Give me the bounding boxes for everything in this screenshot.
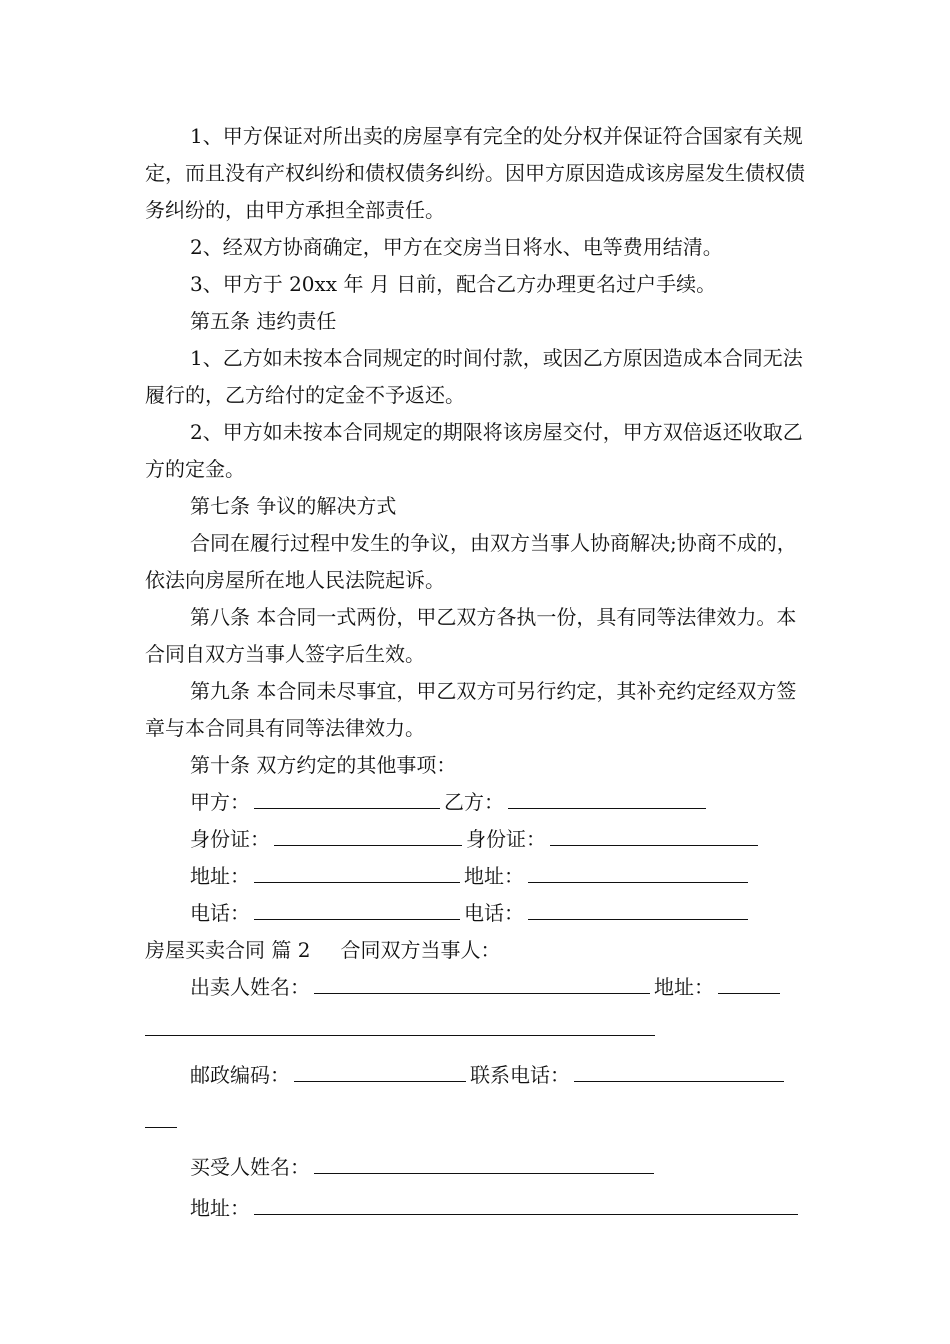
signature-row-phone: [145, 895, 810, 932]
article-9: 第九条 本合同未尽事宜，甲乙双方可另行约定，其补充约定经双方签章与本合同具有同等法律效力。: [145, 679, 797, 740]
buyer-addr-label: 地址：: [190, 1196, 250, 1220]
seller-row: [145, 969, 810, 1006]
id-b-blank[interactable]: [550, 823, 758, 846]
article-10-title: 第十条 双方约定的其他事项：: [190, 753, 457, 777]
party-b-label: 乙方：: [444, 790, 504, 814]
buyer-addr-row: [145, 1190, 810, 1227]
tel-a-label: 电话：: [190, 901, 250, 925]
phone-blank-cont[interactable]: [145, 1105, 177, 1128]
party-b-blank[interactable]: [508, 786, 706, 809]
postcode-label: 邮政编码：: [190, 1063, 290, 1087]
clause-paragraph: 3、甲方于 20xx 年 月 日前，配合乙方办理更名过户手续。: [190, 272, 717, 296]
postcode-blank[interactable]: [294, 1059, 466, 1082]
contract-2-heading-row: [145, 932, 810, 969]
id-b-label: 身份证：: [466, 827, 546, 851]
postcode-row: [145, 1052, 810, 1098]
contract-body: [145, 118, 810, 1227]
seller-name-blank[interactable]: [314, 971, 650, 994]
id-a-label: 身份证：: [190, 827, 270, 851]
seller-name-label: 出卖人姓名：: [190, 975, 310, 999]
article-7-title: 第七条 争议的解决方式: [190, 494, 397, 518]
contract-2-heading: 房屋买卖合同 篇 2: [145, 938, 311, 962]
phone-continuation: [145, 1098, 810, 1144]
seller-addr-blank-cont[interactable]: [145, 1013, 655, 1036]
seller-addr-continuation: [145, 1006, 810, 1052]
addr-a-blank[interactable]: [254, 860, 460, 883]
seller-addr-blank[interactable]: [718, 971, 780, 994]
clause-paragraph: 合同在履行过程中发生的争议，由双方当事人协商解决;协商不成的，依法向房屋所在地人民法院起诉。: [145, 531, 797, 592]
clause-paragraph: 1、甲方保证对所出卖的房屋享有完全的处分权并保证符合国家有关规定，而且没有产权纠纷和债权债务纠纷。因甲方原因造成该房屋发生债权债务纠纷的，由甲方承担全部责任。: [145, 124, 805, 222]
buyer-name-blank[interactable]: [314, 1151, 654, 1174]
clause-paragraph: 2、甲方如未按本合同规定的期限将该房屋交付，甲方双倍返还收取乙方的定金。: [145, 420, 803, 481]
buyer-addr-blank[interactable]: [254, 1192, 798, 1215]
addr-a-label: 地址：: [190, 864, 250, 888]
contract-2-parties-label: 合同双方当事人：: [340, 938, 501, 962]
article-8: 第八条 本合同一式两份，甲乙双方各执一份，具有同等法律效力。本合同自双方当事人签字后生效。: [145, 605, 797, 666]
article-5-title: 第五条 违约责任: [190, 309, 337, 333]
clause-paragraph: 1、乙方如未按本合同规定的时间付款，或因乙方原因造成本合同无法履行的，乙方给付的定金不予返还。: [145, 346, 803, 407]
party-a-label: 甲方：: [190, 790, 250, 814]
clause-paragraph: 2、经双方协商确定，甲方在交房当日将水、电等费用结清。: [190, 235, 723, 259]
phone-blank[interactable]: [574, 1059, 784, 1082]
signature-row-party: [145, 784, 810, 821]
addr-b-label: 地址：: [464, 864, 524, 888]
buyer-row: [145, 1144, 810, 1190]
signature-row-address: [145, 858, 810, 895]
signature-row-id: [145, 821, 810, 858]
seller-addr-label: 地址：: [654, 975, 714, 999]
addr-b-blank[interactable]: [528, 860, 748, 883]
id-a-blank[interactable]: [274, 823, 462, 846]
phone-label: 联系电话：: [470, 1063, 570, 1087]
tel-b-label: 电话：: [464, 901, 524, 925]
buyer-name-label: 买受人姓名：: [190, 1155, 310, 1179]
tel-a-blank[interactable]: [254, 897, 460, 920]
tel-b-blank[interactable]: [528, 897, 748, 920]
party-a-blank[interactable]: [254, 786, 440, 809]
